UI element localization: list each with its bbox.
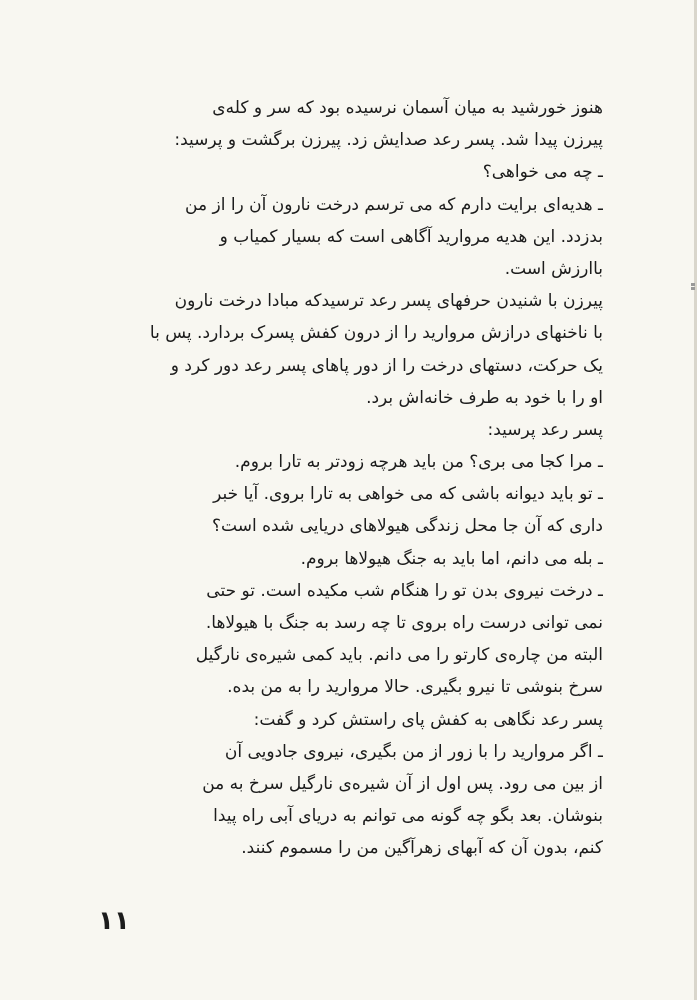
text-line: ـ چه می خواهی؟	[482, 162, 603, 183]
text-line: داری که آن جا محل زندگی هیولاهای دریایی شده است؟	[212, 516, 603, 537]
body-text	[98, 92, 603, 865]
text-line: باارزش است.	[504, 258, 603, 279]
text-line: بدزدد. این هدیه مروارید آگاهی است که بسیار کمیاب و	[219, 226, 603, 247]
text-line: بنوشان. بعد بگو چه گونه می توانم به دریای آبی راه پیدا	[213, 806, 603, 827]
text-line: نمی توانی درست راه بروی تا چه رسد به جنگ با هیولاها.	[205, 613, 603, 633]
text-line: پسر رعد پرسید:	[487, 419, 603, 440]
edge-mark	[691, 287, 695, 290]
text-line: با ناخنهای درازش مروارید را از درون کفش پسرک بردارد. پس با	[149, 323, 603, 344]
text-line: کنم، بدون آن که آبهای زهرآگین من را مسموم کنند.	[241, 838, 603, 859]
text-line: پیرزن پیدا شد. پسر رعد صدایش زد. پیرزن برگشت و پرسید:	[174, 130, 603, 151]
page-number: ۱۱	[98, 906, 130, 936]
text-line: ـ درخت نیروی بدن تو را هنگام شب مکیده است. تو حتی	[206, 580, 603, 601]
text-line: او را با خود به طرف خانه‌اش برد.	[366, 387, 603, 408]
text-line: از بین می رود. پس اول از آن شیره‌ی نارگیل سرخ به من	[202, 773, 603, 794]
text-line: هنوز خورشید به میان آسمان نرسیده بود که سر و کله‌ی	[212, 98, 603, 118]
text-line: ـ مرا کجا می بری؟ من باید هرچه زودتر به تارا بروم.	[234, 452, 603, 473]
text-line: ـ اگر مروارید را با زور از من بگیری، نیروی جادویی آن	[224, 741, 603, 762]
text-line: ـ تو باید دیوانه باشی که می خواهی به تارا بروی. آیا خبر	[213, 484, 603, 505]
text-line: ـ هدیه‌ای برایت دارم که می ترسم درخت نارون آن را از من	[185, 194, 603, 215]
text-line: پیرزن با شنیدن حرفهای پسر رعد ترسیدکه مبادا درخت نارون	[174, 291, 603, 312]
edge-mark	[691, 283, 695, 286]
text-line: ـ بله می دانم، اما باید به جنگ هیولاها بروم.	[300, 548, 603, 569]
text-line: سرخ بنوشی تا نیرو بگیری. حالا مروارید را به من بده.	[227, 677, 603, 698]
text-line: البته من چاره‌ی کارتو را می دانم. باید کمی شیره‌ی نارگیل	[195, 645, 603, 666]
text-line: پسر رعد نگاهی به کفش پای راستش کرد و گفت:	[253, 709, 603, 730]
text-line: یک حرکت، دستهای درخت را از دور پاهای پسر رعد دور کرد و	[170, 355, 603, 376]
